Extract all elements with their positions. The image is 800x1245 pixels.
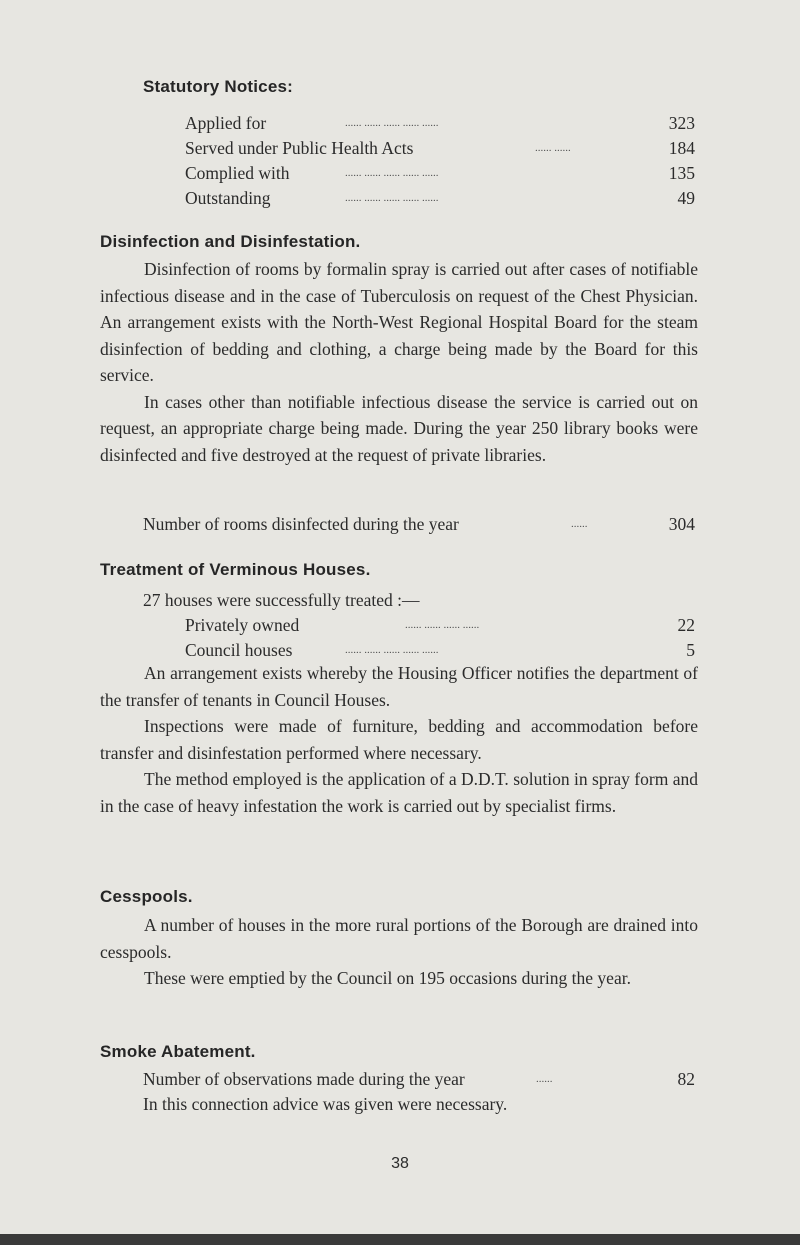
smoke-abatement-heading: Smoke Abatement. xyxy=(100,1042,256,1061)
verminous-paragraph-1: An arrangement exists whereby the Housing Officer notifies the department of the transfer of tenants in Council Houses. xyxy=(100,663,698,710)
row-label: Outstanding xyxy=(185,188,271,208)
row-label: Complied with xyxy=(185,163,290,183)
disinfection-heading: Disinfection and Disinfestation. xyxy=(100,232,361,251)
row-label: Applied for xyxy=(185,113,267,133)
leader-dots: ...... xyxy=(571,518,588,530)
leader-dots: ...... ...... ...... ...... ...... xyxy=(345,644,439,656)
scan-edge xyxy=(0,1234,800,1245)
leader-dots: ...... ...... xyxy=(535,142,571,154)
row-label: Number of observations made during the year xyxy=(143,1069,465,1089)
page-number: 38 xyxy=(391,1155,409,1172)
verminous-intro: 27 houses were successfully treated :— xyxy=(143,590,420,610)
verminous-paragraph-2: Inspections were made of furniture, bedding and accommodation before transfer and disinfestation performed where necessary. xyxy=(100,716,698,763)
row-label: Privately owned xyxy=(185,615,300,635)
verminous-heading: Treatment of Verminous Houses. xyxy=(100,560,371,579)
row-value: 323 xyxy=(668,113,695,133)
row-value: 49 xyxy=(677,188,695,208)
row-value: 5 xyxy=(686,640,695,660)
disinfection-paragraph-2: In cases other than notifiable infectious disease the service is carried out on request, an appropriate charge being made. During the year 250 library books were disinfected and five destroyed at the request of private libraries. xyxy=(100,391,698,465)
leader-dots: ...... ...... ...... ...... ...... xyxy=(345,192,439,204)
row-label: Served under Public Health Acts xyxy=(185,138,414,158)
disinfection-text xyxy=(100,256,698,468)
row-value: 82 xyxy=(677,1069,695,1089)
row-label: Council houses xyxy=(185,640,293,660)
leader-dots: ...... ...... ...... ...... ...... xyxy=(345,167,439,179)
row-label: Number of rooms disinfected during the year xyxy=(143,514,459,534)
cesspools-text xyxy=(100,912,698,992)
verminous-paragraph-3: The method employed is the application of a D.D.T. solution in spray form and in the case of heavy infestation the work is carried out by specialist firms. xyxy=(100,769,698,816)
verminous-text xyxy=(100,660,698,819)
leader-dots: ...... xyxy=(536,1073,553,1085)
statutory-notices-heading: Statutory Notices: xyxy=(143,77,294,96)
cesspools-paragraph-2: These were emptied by the Council on 195 occasions during the year. xyxy=(144,968,631,988)
cesspools-paragraph-1: A number of houses in the more rural portions of the Borough are drained into cesspools. xyxy=(100,915,698,962)
row-value: 184 xyxy=(668,138,695,158)
row-value: 135 xyxy=(668,163,695,183)
leader-dots: ...... ...... ...... ...... ...... xyxy=(345,117,439,129)
cesspools-heading: Cesspools. xyxy=(100,887,193,906)
smoke-advice-line: In this connection advice was given were necessary. xyxy=(143,1094,508,1114)
disinfection-paragraph-1: Disinfection of rooms by formalin spray is carried out after cases of notifiable infectious disease and in the case of Tuberculosis on request of the Chest Physician. An arrangement exists with the North-West Regional Hospital Board for the steam disinfection of bedding and clothing, a charge being made by the Board for this service. xyxy=(100,259,698,385)
row-value: 304 xyxy=(668,514,695,534)
row-value: 22 xyxy=(677,615,695,635)
leader-dots: ...... ...... ...... ...... xyxy=(405,619,480,631)
